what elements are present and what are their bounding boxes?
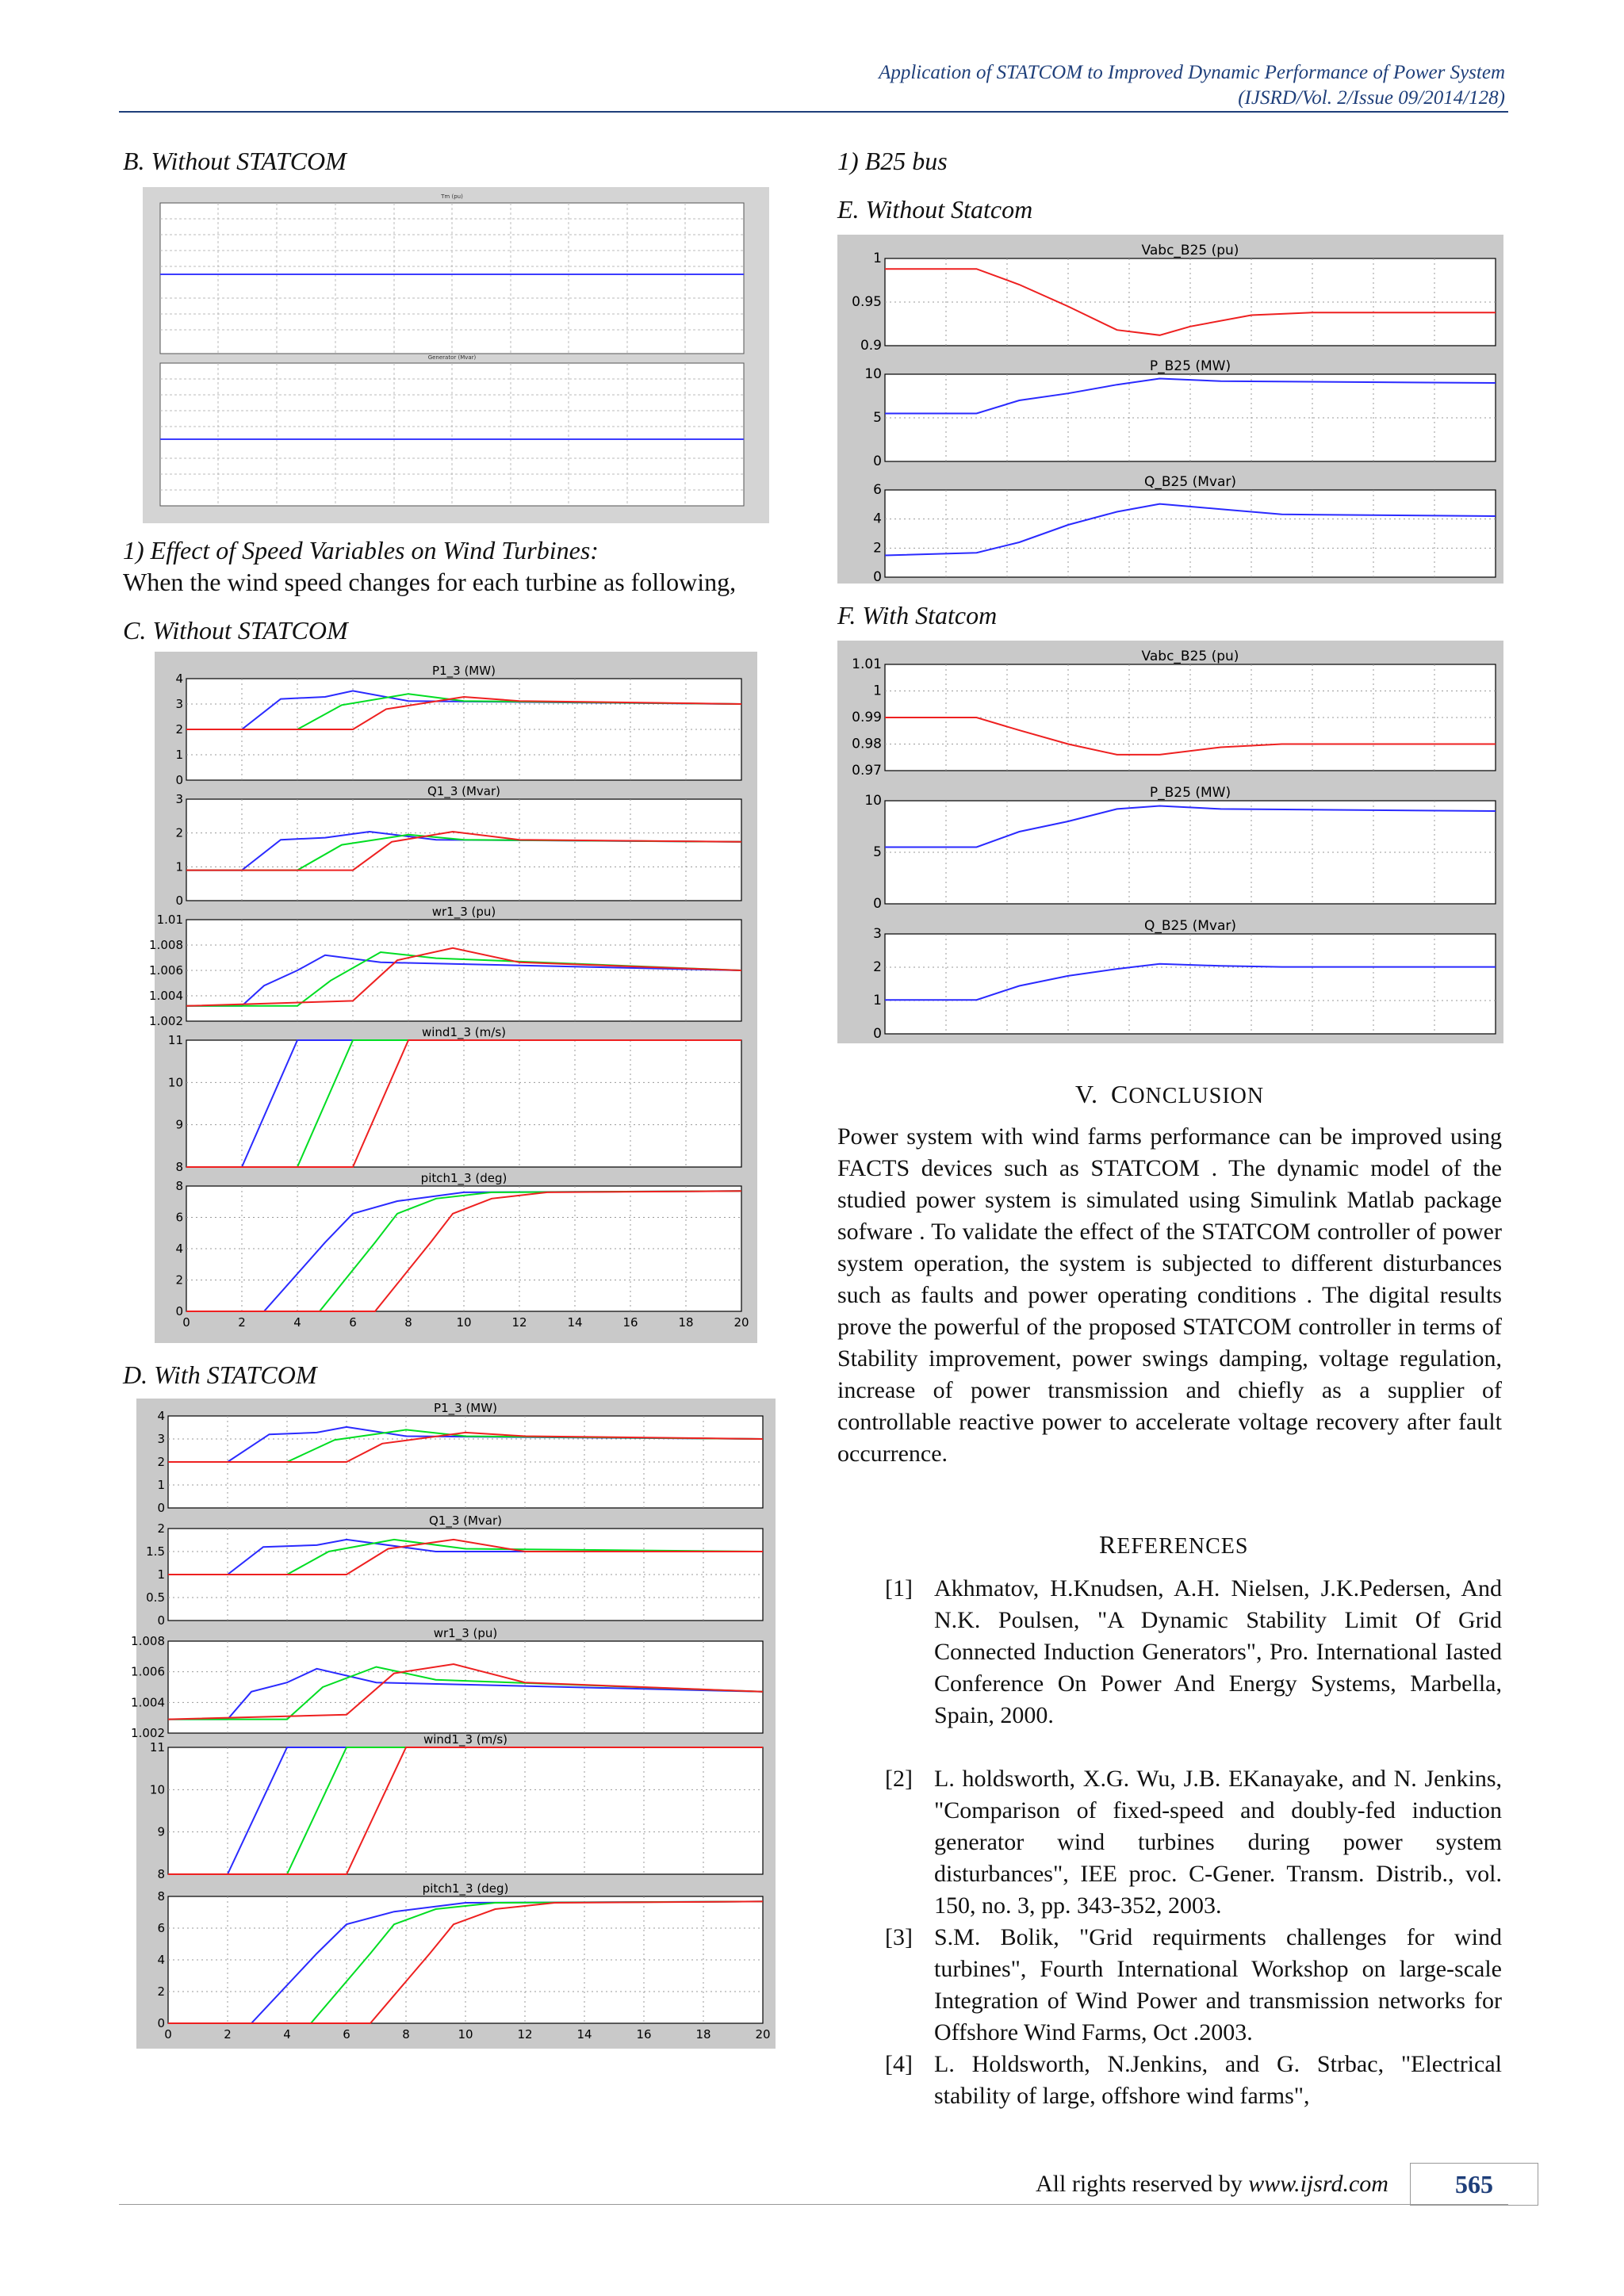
y-tick-label: 1.004 (131, 1695, 165, 1710)
fig_c-panel-title: wr1_3 (pu) (431, 905, 496, 919)
fig_d-panel-2 (146, 1513, 763, 1628)
y-tick-label: 0 (873, 896, 882, 912)
y-tick-label: 1 (873, 683, 882, 699)
y-tick-label: 1.01 (156, 913, 183, 927)
reference-text: Akhmatov, H.Knudsen, A.H. Nielsen, J.K.Pedersen, And N.K. Poulsen, "A Dynamic Stability Limit Of Grid Connected Induction Generators", Pro. International Iasted Conference On Power And Energy Systems, Marbella, Spain, 2000. (934, 1575, 1502, 1728)
y-tick-label: 1.004 (149, 989, 183, 1003)
subsection-1-heading: 1) Effect of Speed Variables on Wind Turbines: (123, 536, 599, 564)
y-tick-label: 0 (175, 1304, 183, 1318)
x-tick-label: 4 (293, 1315, 301, 1330)
y-tick-label: 0.95 (852, 294, 882, 310)
figure-f (837, 641, 1503, 1043)
x-tick-label: 10 (458, 2027, 473, 2042)
x-tick-label: 2 (224, 2027, 232, 2042)
footer-rights (1036, 2171, 1388, 2198)
conclusion-number: V. (1075, 1080, 1098, 1108)
y-tick-label: 4 (157, 1953, 165, 1967)
y-tick-label: 1 (157, 1478, 165, 1492)
reference-text: S.M. Bolik, "Grid requirments challenges for wind turbines", Fourth International Workshop on large-scale Integration of Wind Power and transmission networks for Offshore Wind Farms, Oct .2003. (934, 1924, 1502, 2045)
header-title: Application of STATCOM to Improved Dynamic Performance of Power System (879, 62, 1505, 83)
reference-text: L. Holdsworth, N.Jenkins, and G. Strbac, "Electrical stability of large, offshore wind farms", (934, 2051, 1502, 2109)
conclusion-text: Power system with wind farms performance can be improved using FACTS devices such as STATCOM . The dynamic model of the studied power system is simulated using Simulink Matlab package sofware . To validate the effect of the STATCOM controller of power system operation, the system is subjected to different disturbances such as faults and power operating conditions . The digital results prove the powerful of the proposed STATCOM controller in terms of Stability improvement, power swings damping, voltage regulation, increase of power transmission and chiefly as a supplier of controllable reactive power to accelerate voltage recovery after fault occurrence. (837, 1123, 1502, 1467)
y-tick-label: 4 (157, 1409, 165, 1423)
y-tick-label: 5 (873, 844, 882, 860)
y-tick-label: 4 (175, 672, 183, 686)
y-tick-label: 1 (873, 993, 882, 1008)
references-heading (1099, 1530, 1248, 1559)
y-tick-label: 8 (175, 1160, 183, 1174)
footer-text: All rights reserved by (1036, 2171, 1249, 2197)
conclusion-title-initial: C (1110, 1080, 1129, 1108)
running-header (879, 60, 1505, 111)
fig_d-panel-title: P1_3 (MW) (434, 1401, 497, 1415)
x-tick-label: 18 (695, 2027, 711, 2042)
y-tick-label: 5 (873, 410, 882, 426)
y-tick-label: 1 (175, 859, 183, 874)
y-tick-label: 2 (175, 1272, 183, 1288)
y-tick-label: 6 (157, 1921, 165, 1935)
figure-b-panel-1 (160, 193, 744, 354)
fig_e-panel-title: P_B25 (MW) (1149, 358, 1231, 374)
section-c-heading: C. Without STATCOM (123, 616, 348, 645)
figure-d (131, 1399, 776, 2049)
y-tick-label: 1 (873, 251, 882, 266)
y-tick-label: 2 (175, 825, 183, 840)
reference-item (885, 1573, 1502, 1732)
footer-site-link[interactable]: www.ijsrd.com (1248, 2171, 1388, 2197)
section-e-heading: E. Without Statcom (837, 195, 1033, 224)
fig_e-panel-2 (864, 358, 1496, 469)
x-tick-label: 12 (511, 1315, 527, 1330)
x-tick-label: 20 (755, 2027, 771, 2042)
y-tick-label: 2 (873, 540, 882, 557)
figure-b-panel-1-title: Tm (pu) (441, 193, 463, 200)
fig_c-panel-title: Q1_3 (Mvar) (427, 784, 501, 798)
y-tick-label: 2 (175, 722, 183, 737)
figure-f-svg (837, 641, 1503, 1043)
fig_e-panel-3 (873, 474, 1496, 585)
fig_f-panel-title: P_B25 (MW) (1149, 785, 1231, 801)
y-tick-label: 10 (167, 1075, 183, 1090)
figure-c-svg (149, 652, 757, 1343)
y-tick-label: 2 (157, 1455, 165, 1469)
figure-e (837, 235, 1503, 584)
figure-b-panel-2-title: Generator (Mvar) (427, 354, 477, 361)
fig_c-panel-2 (175, 784, 741, 908)
fig_e-panel-title: Vabc_B25 (pu) (1141, 243, 1239, 258)
y-tick-label: 0.98 (852, 736, 882, 752)
fig_f-panel-title: Vabc_B25 (pu) (1141, 649, 1239, 664)
reference-item (885, 1763, 1502, 1922)
figure-d-svg (131, 1399, 776, 2049)
y-tick-label: 6 (873, 482, 882, 498)
reference-number: [3] (885, 1924, 913, 1950)
reference-number: [2] (885, 1766, 913, 1792)
y-tick-label: 1.006 (149, 963, 183, 978)
y-tick-label: 3 (873, 926, 882, 942)
fig_d-panel-4 (150, 1732, 763, 1881)
fig_e-panel-title: Q_B25 (Mvar) (1144, 474, 1236, 490)
x-tick-label: 0 (182, 1315, 190, 1330)
y-tick-label: 9 (175, 1117, 183, 1132)
y-tick-label: 0.99 (852, 710, 882, 725)
y-tick-label: 0 (873, 569, 882, 585)
fig_d-panel-title: wr1_3 (pu) (433, 1626, 498, 1640)
x-tick-label: 4 (283, 2027, 291, 2042)
references-title-rest: EFERENCES (1116, 1534, 1249, 1559)
x-tick-label: 6 (343, 2027, 350, 2042)
y-tick-label: 8 (157, 1889, 165, 1904)
page-number: 565 (1410, 2163, 1538, 2206)
y-tick-label: 0 (873, 453, 882, 469)
footer-rule (119, 2204, 1508, 2205)
fig_d-panel-title: pitch1_3 (deg) (422, 1881, 509, 1896)
y-tick-label: 11 (149, 1740, 165, 1755)
y-tick-label: 1 (157, 1567, 165, 1582)
fig_f-panel-2 (864, 785, 1496, 912)
y-tick-label: 2 (157, 1984, 165, 1999)
x-tick-label: 10 (456, 1315, 472, 1330)
y-tick-label: 0.5 (146, 1590, 165, 1605)
y-tick-label: 2 (157, 1521, 165, 1536)
section-b-heading: B. Without STATCOM (123, 147, 347, 175)
figure-b-panel-2 (160, 354, 744, 506)
fig_e-panel-1 (852, 243, 1496, 354)
x-tick-label: 18 (678, 1315, 694, 1330)
y-tick-label: 1.002 (131, 1726, 165, 1740)
y-tick-label: 0 (157, 2016, 165, 2030)
figure-e-svg (837, 235, 1503, 584)
reference-item (885, 1922, 1502, 2049)
y-tick-label: 1.008 (149, 938, 183, 952)
reference-number: [1] (885, 1575, 913, 1601)
figure-b-svg (143, 187, 769, 523)
fig_c-panel-1 (175, 664, 741, 787)
reference-text: L. holdsworth, X.G. Wu, J.B. EKanayake, and N. Jenkins, "Comparison of fixed-speed and doubly-fed induction generator wind turbines during power system disturbances", IEE proc. C-Gener. Transm. Distrib., vol. 150, no. 3, pp. 343-352, 2003. (934, 1766, 1502, 1919)
header-rule (119, 111, 1508, 113)
y-tick-label: 4 (175, 1242, 183, 1256)
fig_d-panel-title: wind1_3 (m/s) (423, 1732, 508, 1747)
y-tick-label: 10 (864, 366, 882, 382)
y-tick-label: 1 (175, 748, 183, 762)
fig_d-panel-title: Q1_3 (Mvar) (428, 1513, 503, 1528)
conclusion-heading (1075, 1080, 1264, 1109)
reference-number: [4] (885, 2051, 913, 2077)
conclusion-title-rest: ONCLUSION (1128, 1084, 1265, 1108)
x-tick-label: 6 (349, 1315, 357, 1330)
x-tick-label: 14 (567, 1315, 583, 1330)
y-tick-label: 0 (873, 1026, 882, 1042)
fig_c-panel-5 (175, 1171, 741, 1318)
y-tick-label: 1.002 (149, 1014, 183, 1028)
y-tick-label: 1.01 (852, 656, 882, 672)
fig_c-panel-title: P1_3 (MW) (432, 664, 496, 678)
x-tick-label: 12 (517, 2027, 533, 2042)
x-tick-label: 14 (576, 2027, 592, 2042)
x-tick-label: 20 (733, 1315, 749, 1330)
y-tick-label: 1.5 (146, 1544, 165, 1559)
fig_c-panel-3 (149, 905, 741, 1028)
y-tick-label: 3 (175, 792, 183, 806)
x-tick-label: 2 (238, 1315, 246, 1330)
y-tick-label: 4 (873, 511, 882, 527)
y-tick-label: 1.008 (131, 1634, 165, 1648)
y-tick-label: 1.006 (131, 1664, 165, 1679)
reference-item (885, 2049, 1502, 2112)
y-tick-label: 6 (175, 1210, 183, 1225)
fig_f-panel-3 (873, 918, 1496, 1042)
y-tick-label: 3 (157, 1432, 165, 1446)
y-tick-label: 11 (167, 1033, 183, 1047)
subsection-b25-heading: 1) B25 bus (837, 147, 948, 175)
x-tick-label: 16 (636, 2027, 652, 2042)
y-tick-label: 0.97 (852, 763, 882, 779)
x-tick-label: 8 (404, 1315, 412, 1330)
fig_c-panel-title: wind1_3 (m/s) (421, 1025, 507, 1039)
y-tick-label: 8 (175, 1179, 183, 1193)
y-tick-label: 0 (157, 1613, 165, 1628)
header-issue: (IJSRD/Vol. 2/Issue 09/2014/128) (1238, 87, 1505, 109)
fig_c-panel-4 (168, 1025, 741, 1174)
fig_f-panel-1 (852, 649, 1496, 779)
section-f-heading: F. With Statcom (837, 601, 998, 629)
fig_d-panel-3 (131, 1626, 763, 1740)
y-tick-label: 0 (157, 1501, 165, 1515)
references-title-initial: R (1099, 1530, 1117, 1559)
y-tick-label: 0.9 (860, 338, 882, 354)
fig_d-panel-1 (157, 1401, 763, 1515)
section-d-heading: D. With STATCOM (123, 1360, 317, 1389)
x-tick-label: 16 (622, 1315, 638, 1330)
y-tick-label: 9 (157, 1824, 165, 1839)
figure-b (143, 187, 769, 523)
fig_d-panel-5 (157, 1881, 763, 2030)
y-tick-label: 8 (157, 1867, 165, 1881)
y-tick-label: 0 (175, 773, 183, 787)
fig_c-panel-title: pitch1_3 (deg) (420, 1171, 508, 1185)
x-tick-label: 0 (164, 2027, 172, 2042)
y-tick-label: 3 (175, 697, 183, 711)
y-tick-label: 10 (149, 1782, 165, 1797)
y-tick-label: 0 (175, 894, 183, 908)
figure-c (149, 652, 757, 1343)
subsection-1-text: When the wind speed changes for each turbine as following, (123, 568, 737, 596)
y-tick-label: 2 (873, 959, 882, 975)
x-tick-label: 8 (402, 2027, 410, 2042)
y-tick-label: 10 (864, 793, 882, 809)
fig_f-panel-title: Q_B25 (Mvar) (1144, 918, 1236, 934)
